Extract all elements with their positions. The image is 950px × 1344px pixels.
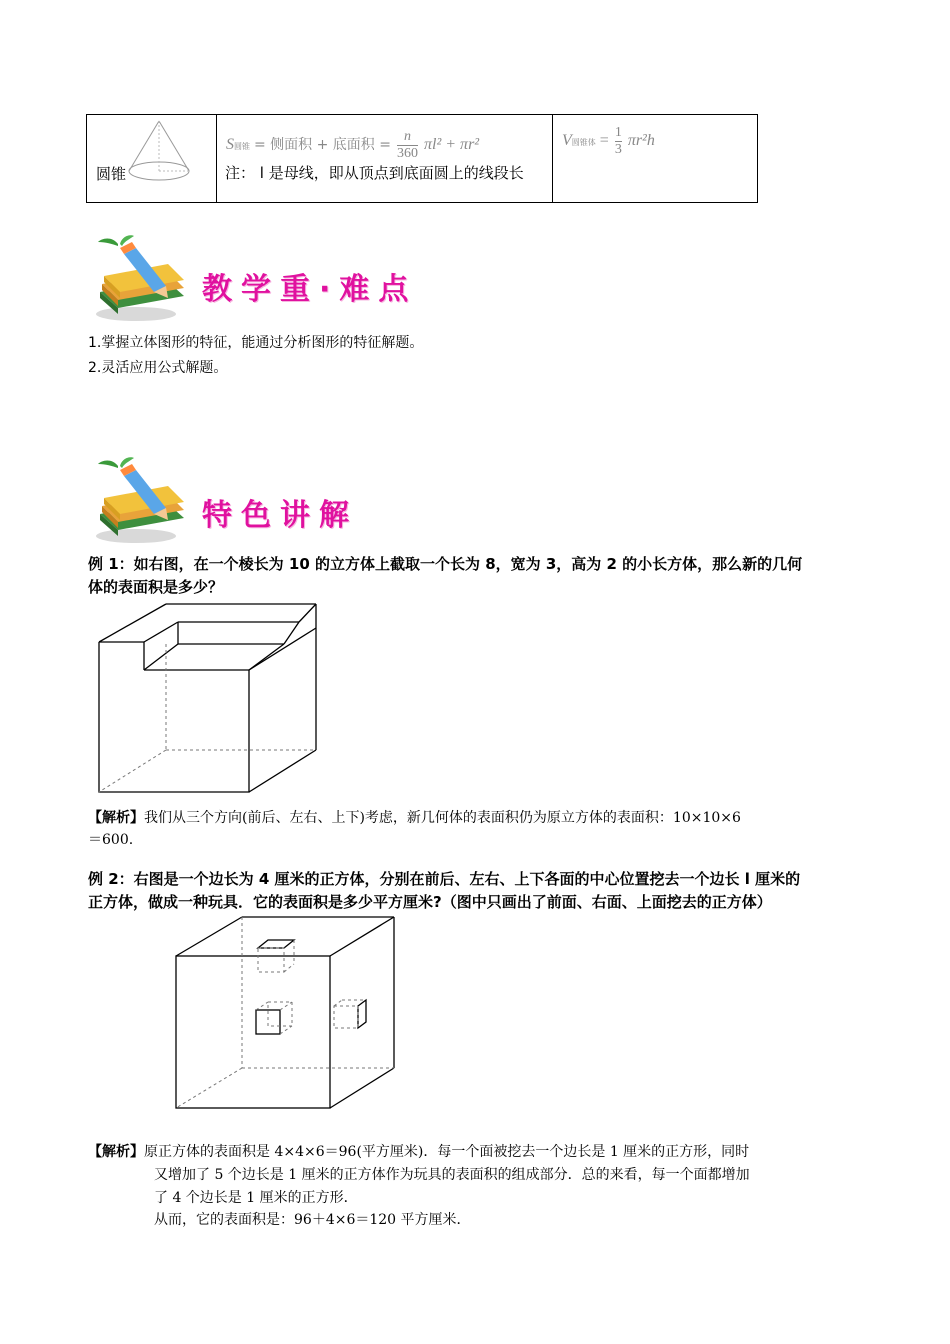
area-formula: S圆锥 = 侧面积 + 底面积 = $\frac{n}{360}$ πl² + πr² [226, 129, 480, 161]
example2-question-line1: 例 2：右图是一个边长为 4 厘米的正方体，分别在前后、左右、上下各面的中心位置挖去一个边长 l 厘米的 [88, 870, 801, 888]
section-title-featured: 特色讲解 [202, 498, 358, 533]
books-pencil-icon [88, 232, 193, 324]
section-title-key-points: 教学重·难点 [202, 272, 418, 307]
formula-table [86, 114, 758, 203]
example2-solution-line4: 从而，它的表面积是：96＋4×6＝120 平方厘米． [154, 1212, 471, 1228]
cube-with-holes-figure [172, 914, 398, 1114]
example2-solution-line1: 【解析】原正方体的表面积是 4×4×6＝96(平方厘米)．每一个面被挖去一个边长是 1 厘米的正方形，同时 [88, 1144, 750, 1160]
example1-solution-line2: ＝600. [88, 832, 134, 848]
example2-question-line2: 正方体，做成一种玩具．它的表面积是多少平方厘米?（图中只画出了前面、右面、上面挖去的正方体） [88, 893, 772, 911]
cube-with-notch-figure [94, 600, 324, 796]
point-1: 1.掌握立体图形的特征，能通过分析图形的特征解题。 [88, 335, 424, 351]
shape-name: 圆锥 [96, 165, 127, 183]
example1-question-line1: 例 1：如右图，在一个棱长为 10 的立方体上截取一个长为 8，宽为 3，高为 2 的小长方体，那么新的几何 [88, 555, 803, 573]
example1-solution-line1: 【解析】我们从三个方向(前后、左右、上下)考虑，新几何体的表面积仍为原立方体的表面积：10×10×6 [88, 810, 741, 826]
area-cell [216, 115, 553, 202]
example2-solution-line3: 了 4 个边长是 1 厘米的正方形． [154, 1190, 358, 1206]
slant-note: 注： l 是母线，即从顶点到底面圆上的线段长 [225, 164, 524, 182]
shape-cell [87, 115, 217, 202]
example2-solution-line2: 又增加了 5 个边长是 1 厘米的正方体作为玩具的表面积的组成部分．总的来看，每一个面都增加 [154, 1167, 750, 1183]
point-2: 2.灵活应用公式解题。 [88, 360, 228, 376]
books-pencil-icon [88, 454, 193, 546]
cone-figure [119, 119, 199, 183]
volume-cell [552, 115, 757, 202]
example1-question-line2: 体的表面积是多少？ [88, 578, 224, 596]
volume-formula: V圆锥体 = $\frac{1}{3}$ πr²h [562, 125, 655, 157]
